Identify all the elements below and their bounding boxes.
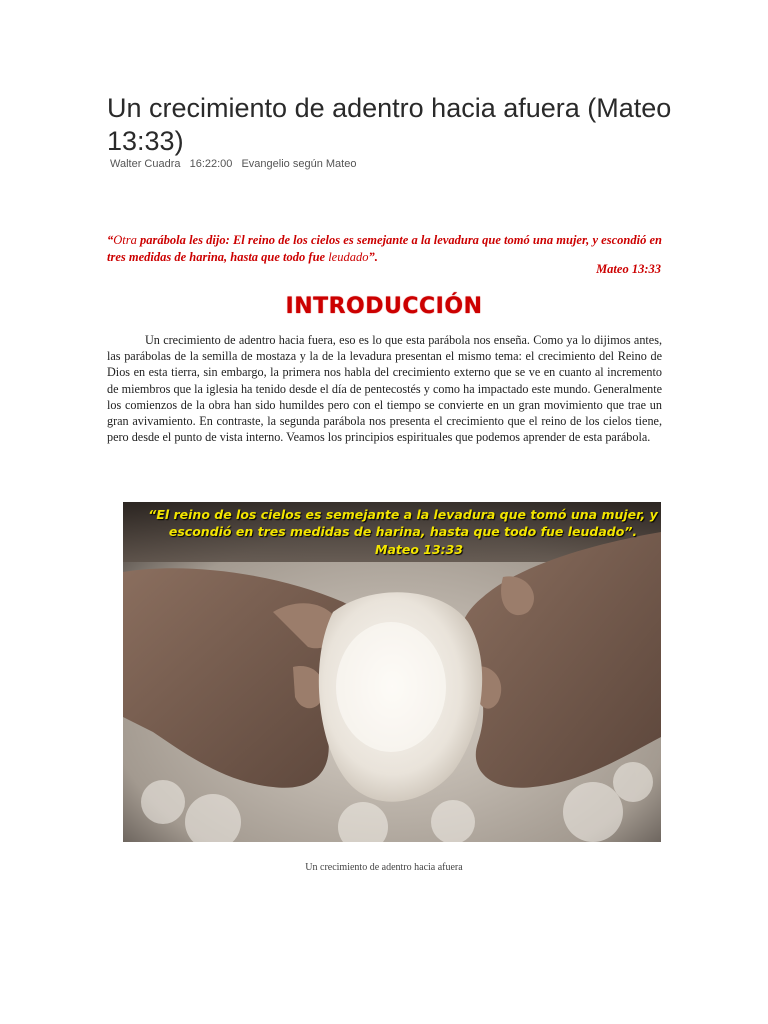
section-heading: INTRODUCCIÓN (285, 294, 483, 319)
epigraph-quote (107, 232, 662, 266)
image-caption: Un crecimiento de adentro hacia afuera (305, 862, 463, 873)
post-category[interactable]: Evangelio según Mateo (241, 158, 357, 170)
article-title: Un crecimiento de adentro hacia afuera (Mateo 13:33) (107, 93, 672, 156)
image-overlay-quote: “El reino de los cielos es semejante a la levadura que tomó una mujer, y escondió en tres medidas de harina, hasta que todo fue leudado”. (148, 507, 658, 539)
article-image (123, 502, 661, 842)
quote-text: parábola les dijo: El reino de los cielos es semejante a la levadura que tomó una mujer, y escondió en tres medidas de harina, hasta que todo fue (107, 233, 662, 264)
quote-tail: leudado (328, 250, 369, 264)
post-author[interactable]: Walter Cuadra (110, 158, 181, 170)
post-time[interactable]: 16:22:00 (189, 158, 233, 170)
post-meta (110, 158, 362, 170)
quote-lead: Otra (113, 233, 137, 247)
quote-close-mark: ”. (368, 250, 378, 264)
intro-paragraph (107, 332, 662, 445)
intro-paragraph-text: Un crecimiento de adentro hacia fuera, eso es lo que esta parábola nos enseña. Como ya lo dijimos antes, las parábolas de la semilla de mostaza y la de la levadura presentan el mismo tema: el crecimiento del Reino de Dios en esta tierra, sin embargo, la primera nos habla del crecimiento externo que se ve en cuanto al incremento de miembros que la iglesia ha tenido desde el día de pentecostés y como ha impactado este mundo. Generalmente los comienzos de la obra han sido humildes pero con el tiempo se convierte en un gran movimiento que trae un gran avivamiento. En contraste, la segunda parábola nos presenta el crecimiento que el reino de los cielos tiene, pero desde el punto de vista interno. Veamos los principios espirituales que podemos aprender de esta parábola. (107, 333, 662, 445)
image-overlay-reference: Mateo 13:33 (375, 542, 464, 557)
quote-open-mark: “ (107, 233, 114, 247)
epigraph-reference: Mateo 13:33 (596, 262, 661, 276)
